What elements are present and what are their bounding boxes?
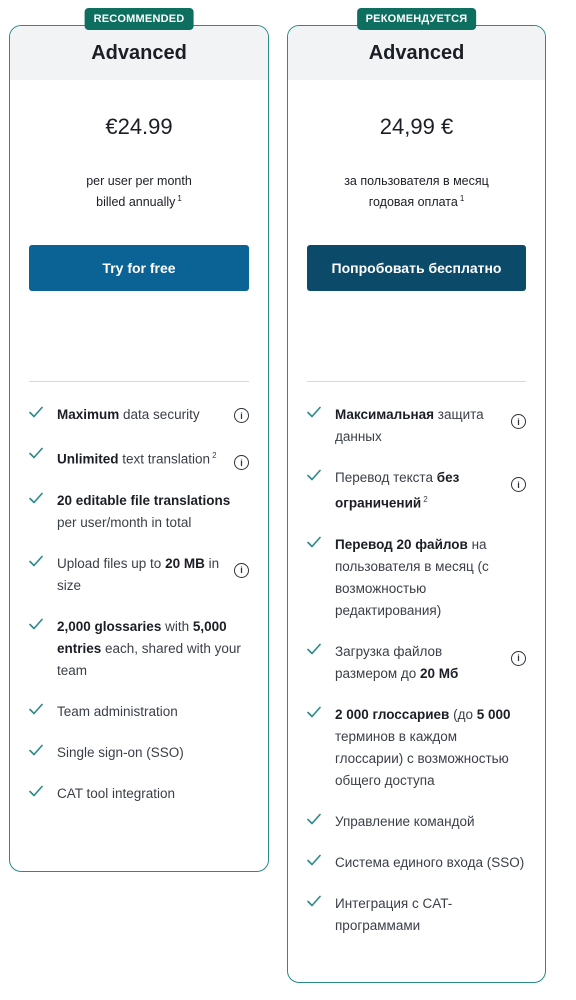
feature-item [307,641,526,685]
feature-text [325,404,505,448]
feature-list [29,404,249,805]
pricing-card-en [9,13,269,872]
feature-list [307,404,526,937]
footnote-marker[interactable]: 2 [212,451,217,461]
feature-text [47,490,249,534]
feature-plain-text: each, shared with your team [57,640,241,678]
feature-text [325,704,526,792]
feature-text [47,445,228,471]
feature-text [325,641,505,685]
feature-bold-text: без ограничений [335,470,460,511]
feature-item [29,701,249,723]
footnote-marker[interactable]: 1 [459,194,465,203]
feature-text [47,553,228,597]
plan-name: Advanced [288,26,545,80]
plan-price: 24,99 € [379,114,454,139]
feature-plain-text: на пользователя в месяц (с возможностью редактирования) [335,536,489,618]
try-for-free-button[interactable]: Try for free [29,245,249,291]
divider [307,381,526,382]
plan-price: €24.99 [105,114,173,139]
billing-line-2-text: годовая оплата [368,195,458,210]
info-icon[interactable]: i [234,563,249,578]
check-icon [29,447,47,459]
feature-plain-text: with [161,618,193,634]
feature-plain-text: Single sign-on (SSO) [57,744,184,760]
feature-item [307,852,526,874]
billing-info [288,172,545,211]
feature-plain-text: Интеграция с CAT-программами [335,895,453,933]
check-icon [29,492,47,504]
feature-plain-text: data security [119,407,200,423]
feature-item [29,553,249,597]
check-icon [307,643,325,655]
check-icon [307,406,325,418]
feature-plain-text: text translation [118,451,211,467]
feature-text [47,783,249,805]
info-icon[interactable]: i [234,455,249,470]
feature-text [47,404,228,426]
try-for-free-button[interactable]: Попробовать бесплатно [307,245,526,291]
feature-text [325,811,526,833]
info-icon[interactable]: i [511,477,526,492]
divider [29,381,249,382]
feature-plain-text: (до [449,706,477,722]
feature-item [29,445,249,471]
feature-item [29,616,249,682]
feature-bold-text: 20 Мб [420,665,459,681]
check-icon [307,895,325,907]
check-icon [29,406,47,418]
check-icon [307,854,325,866]
feature-item [307,467,526,515]
billing-line-2 [288,190,545,211]
feature-plain-text: Управление командой [335,813,475,829]
feature-text [325,467,505,515]
footnote-marker[interactable]: 1 [177,194,182,203]
feature-plain-text: per user/month in total [57,514,192,530]
check-icon [307,536,325,548]
check-icon [307,813,325,825]
footnote-marker[interactable]: 2 [423,495,428,505]
feature-bold-text: 20 editable file translations [57,492,231,508]
billing-line-2 [10,190,268,211]
billing-line-1: per user per month [86,174,192,188]
feature-plain-text: Team administration [57,703,178,719]
feature-plain-text: in size [57,555,220,593]
check-icon [307,469,325,481]
feature-bold-text: 20 MB [165,555,205,571]
feature-bold-text: 5,000 entries [57,618,227,656]
feature-plain-text: Upload files up to [57,555,166,571]
feature-plain-text: Система единого входа (SSO) [335,854,525,870]
billing-line-1: за пользователя в месяц [344,174,489,188]
info-icon[interactable]: i [511,651,526,666]
feature-text [47,616,249,682]
feature-text [325,534,526,622]
info-icon[interactable]: i [234,408,249,423]
feature-plain-text: терминов в каждом глоссарии) с возможностью общего доступа [335,728,509,788]
feature-item [307,704,526,792]
feature-plain-text: CAT tool integration [57,785,176,801]
feature-text [47,701,249,723]
recommended-badge: РЕКОМЕНДУЕТСЯ [357,8,477,30]
recommended-badge: RECOMMENDED [85,8,194,30]
feature-item [29,490,249,534]
feature-bold-text: 5 000 [476,706,511,722]
feature-bold-text: 2 000 глоссариев [335,706,450,722]
check-icon [29,703,47,715]
feature-item [29,783,249,805]
feature-plain-text: защита данных [335,407,484,445]
feature-plain-text: Перевод текста [335,470,437,486]
feature-bold-text: Максимальная [335,407,435,423]
feature-item [29,742,249,764]
feature-item [307,811,526,833]
pricing-card-ru [287,13,546,983]
feature-bold-text: Maximum [57,407,120,423]
feature-bold-text: Unlimited [57,451,119,467]
feature-bold-text: 2,000 glossaries [57,618,162,634]
feature-text [325,893,526,937]
feature-text [47,742,249,764]
billing-line-2-text: billed annually [96,195,176,210]
feature-bold-text: Перевод 20 файлов [335,536,468,552]
feature-item [29,404,249,426]
feature-text [325,852,526,874]
check-icon [307,706,325,718]
check-icon [29,744,47,756]
plan-name: Advanced [10,26,268,80]
info-icon[interactable]: i [511,414,526,429]
check-icon [29,785,47,797]
feature-item [307,534,526,622]
check-icon [29,618,47,630]
feature-item [307,404,526,448]
feature-item [307,893,526,937]
check-icon [29,555,47,567]
feature-plain-text: Загрузка файлов размером до [335,643,443,681]
billing-info [10,172,268,211]
